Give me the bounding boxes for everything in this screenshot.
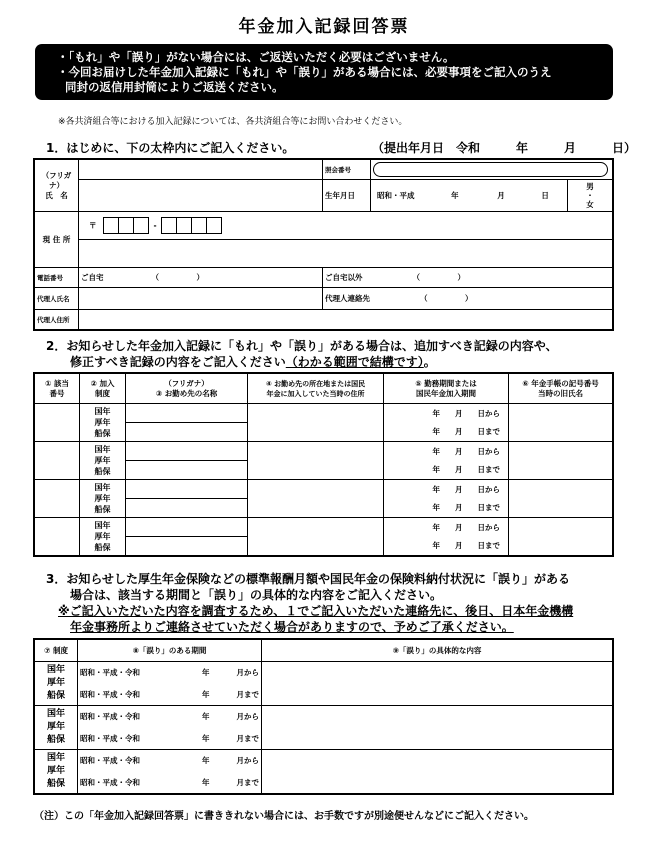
section2-heading-2 xyxy=(70,353,436,370)
system-kounen[interactable]: 厚年 xyxy=(94,456,111,465)
system3-kounen[interactable]: 厚年 xyxy=(46,722,65,732)
agent-contact-paren: （ ） xyxy=(420,294,473,303)
period-to[interactable]: 年 月 日まで xyxy=(384,461,509,480)
era-label: 昭和・平成 xyxy=(377,191,415,200)
employer-address-field[interactable] xyxy=(248,518,384,556)
month-from[interactable]: 月から xyxy=(212,706,262,728)
system-cell[interactable] xyxy=(80,480,126,518)
year3-from[interactable]: 年 xyxy=(156,750,212,772)
system-cell[interactable] xyxy=(80,518,126,556)
section2-heading-2c: 。 xyxy=(423,355,436,369)
section3-row xyxy=(35,662,613,684)
month-to[interactable]: 月まで xyxy=(212,772,262,794)
col-period-header: ⑤ 勤務期間または 国民年金加入期間 xyxy=(384,374,509,404)
system3-senpo[interactable]: 船保 xyxy=(46,779,65,789)
period-to[interactable]: 年 月 日まで xyxy=(384,537,509,556)
era3-to[interactable]: 昭和・平成・令和 xyxy=(78,684,156,706)
notice-line-1: ・「もれ」や「誤り」がない場合には、ご返送いただく必要はございません。 xyxy=(57,50,455,64)
era3-to[interactable]: 昭和・平成・令和 xyxy=(78,728,156,750)
gender-male[interactable]: 男 xyxy=(586,182,594,191)
gender-dot: ・ xyxy=(586,191,594,200)
agent-name-label: 代理人氏名 xyxy=(35,288,79,310)
address-field[interactable] xyxy=(79,240,613,268)
furigana-label: （フリガナ） xyxy=(41,170,72,190)
agent-name-field[interactable] xyxy=(79,288,323,310)
system-kounen[interactable]: 厚年 xyxy=(94,532,111,541)
era3-to[interactable]: 昭和・平成・令和 xyxy=(78,772,156,794)
section2-row xyxy=(35,404,613,423)
employer-name-field[interactable] xyxy=(126,461,248,480)
era3-from[interactable]: 昭和・平成・令和 xyxy=(78,750,156,772)
birth-month-label: 月 xyxy=(497,191,505,200)
error-detail-field[interactable] xyxy=(262,750,613,794)
number-field[interactable] xyxy=(35,518,80,556)
col-error-period-header: ⑧「誤り」のある期間 xyxy=(78,640,262,662)
employer-address-field[interactable] xyxy=(248,404,384,442)
name-label-cell xyxy=(35,160,79,212)
gender-female[interactable]: 女 xyxy=(586,200,594,209)
system3-kounen[interactable]: 厚年 xyxy=(46,678,65,688)
section1-heading: 1．はじめに、下の太枠内にご記入ください。 xyxy=(46,141,295,155)
system3-kokunen[interactable]: 国年 xyxy=(46,753,65,763)
kyosai-note: ※各共済組合等における加入記録については、各共済組合等にお問い合わせください。 xyxy=(58,117,408,127)
notice-line-3: 同封の返信用封筒によりご返送ください。 xyxy=(65,80,284,94)
section1-table xyxy=(34,159,613,330)
system3-cell[interactable] xyxy=(35,750,78,794)
home-paren: （ ） xyxy=(151,273,204,282)
inquiry-no-field[interactable] xyxy=(371,160,613,180)
period-to[interactable]: 年 月 日まで xyxy=(384,499,509,518)
system-cell[interactable] xyxy=(80,442,126,480)
system-senpo[interactable]: 船保 xyxy=(94,505,111,514)
notice-box xyxy=(35,44,613,100)
section2-row xyxy=(35,518,613,537)
section3-heading-3: ※ご記入いただいた内容を調査するため、１でご記入いただいた連絡先に、後日、日本年金機構 xyxy=(58,604,574,618)
birthdate-field[interactable] xyxy=(371,180,568,212)
home-phone-field[interactable] xyxy=(79,268,323,288)
agent-address-label: 代理人住所 xyxy=(35,310,79,330)
system-kokunen[interactable]: 国年 xyxy=(94,445,111,454)
system-kokunen[interactable]: 国年 xyxy=(94,521,111,530)
period-from[interactable]: 年 月 日から xyxy=(384,518,509,537)
section2-heading-2b: （わかる範囲で結構です） xyxy=(285,355,424,369)
number-field[interactable] xyxy=(35,442,80,480)
other-paren: （ ） xyxy=(412,273,465,282)
month-to[interactable]: 月まで xyxy=(212,728,262,750)
number-field[interactable] xyxy=(35,404,80,442)
notebook-field[interactable] xyxy=(509,404,613,442)
section3-row xyxy=(35,750,613,772)
agent-contact-label: 代理人連絡先 xyxy=(325,294,370,303)
system-kounen[interactable]: 厚年 xyxy=(94,418,111,427)
section2-row xyxy=(35,480,613,499)
footer-note: （注）この「年金加入記録回答票」に書ききれない場合には、お手数ですが別途便せんなどにご記入ください。 xyxy=(34,811,534,822)
error-detail-field[interactable] xyxy=(262,706,613,750)
system-senpo[interactable]: 船保 xyxy=(94,429,111,438)
period-from[interactable]: 年 月 日から xyxy=(384,404,509,423)
employer-furigana-field[interactable] xyxy=(126,518,248,537)
section2-header-row xyxy=(35,374,613,404)
section3-heading-4: 年金事務所よりご連絡させていただく場合がありますので、予めご了承ください。 xyxy=(70,620,514,634)
year3-to[interactable]: 年 xyxy=(156,684,212,706)
col-address-header: ④ お勤め先の所在地または国民 年金に加入していた当時の住所 xyxy=(248,374,384,404)
system-kounen[interactable]: 厚年 xyxy=(94,494,111,503)
home-label: ご自宅 xyxy=(81,273,104,282)
period-from[interactable]: 年 月 日から xyxy=(384,442,509,461)
employer-address-field[interactable] xyxy=(248,442,384,480)
year3-from[interactable]: 年 xyxy=(156,662,212,684)
error-detail-field[interactable] xyxy=(262,662,613,706)
address-label: 現 住 所 xyxy=(35,212,79,268)
employer-name-field[interactable] xyxy=(126,537,248,556)
section2-table xyxy=(34,373,613,556)
employer-name-field[interactable] xyxy=(126,423,248,442)
year3-to[interactable]: 年 xyxy=(156,772,212,794)
other-than-home-label: ご自宅以外 xyxy=(325,273,363,282)
section2-row xyxy=(35,442,613,461)
section2-heading-1: 2．お知らせした年金加入記録に「もれ」や「誤り」がある場合は、追加すべき記録の内容や、 xyxy=(46,339,558,353)
birthdate-label: 生年月日 xyxy=(323,180,371,212)
system3-senpo[interactable]: 船保 xyxy=(46,735,65,745)
system-senpo[interactable]: 船保 xyxy=(94,543,111,552)
agent-contact-field[interactable] xyxy=(323,288,613,310)
era3-from[interactable]: 昭和・平成・令和 xyxy=(78,662,156,684)
section3-heading-2: 場合は、該当する期間と「誤り」の具体的な内容をご記入ください。 xyxy=(70,588,443,602)
section3-row xyxy=(35,706,613,728)
notebook-field[interactable] xyxy=(509,480,613,518)
year3-to[interactable]: 年 xyxy=(156,728,212,750)
period-to[interactable]: 年 月 日まで xyxy=(384,423,509,442)
form-title: 年金加入記録回答票 xyxy=(238,17,410,37)
col-system-header: ② 加入 制度 xyxy=(80,374,126,404)
employer-address-field[interactable] xyxy=(248,480,384,518)
system-kokunen[interactable]: 国年 xyxy=(94,407,111,416)
system3-kokunen[interactable]: 国年 xyxy=(46,709,65,719)
notebook-field[interactable] xyxy=(509,442,613,480)
other-phone-field[interactable] xyxy=(323,268,613,288)
agent-address-field[interactable] xyxy=(79,310,613,330)
section3-header-row xyxy=(35,640,613,662)
phone-label: 電話番号 xyxy=(35,268,79,288)
period-from[interactable]: 年 月 日から xyxy=(384,480,509,499)
notebook-field[interactable] xyxy=(509,518,613,556)
notice-line-2: ・今回お届けした年金加入記録に「もれ」や「誤り」がある場合には、必要事項をご記入のうえ xyxy=(57,65,552,79)
col-system3-header: ⑦ 制度 xyxy=(35,640,78,662)
furigana-field[interactable] xyxy=(79,160,323,180)
section2-heading-2a: 修正すべき記録の内容をご記入ください xyxy=(70,355,286,369)
employer-furigana-field[interactable] xyxy=(126,404,248,423)
month-from[interactable]: 月から xyxy=(212,662,262,684)
postal-code-field[interactable]: 〒 - xyxy=(79,212,613,240)
col-notebook-header: ⑥ 年金手帳の記号番号 当時の旧氏名 xyxy=(509,374,613,404)
system3-cell[interactable] xyxy=(35,706,78,750)
birth-year-label: 年 xyxy=(451,191,459,200)
inquiry-no-label: 照会番号 xyxy=(323,160,371,180)
submit-date: （提出年月日 令和 年 月 日） xyxy=(372,141,637,155)
birth-day-label: 日 xyxy=(541,191,549,200)
section3-table xyxy=(34,639,613,794)
month-to[interactable]: 月まで xyxy=(212,684,262,706)
system3-kokunen[interactable]: 国年 xyxy=(46,665,65,675)
gender-field[interactable] xyxy=(568,180,613,212)
system-senpo[interactable]: 船保 xyxy=(94,467,111,476)
col-error-detail-header: ⑨「誤り」の具体的な内容 xyxy=(262,640,613,662)
col-number-header: ① 該当 番号 xyxy=(35,374,80,404)
name-label: 氏 名 xyxy=(45,190,68,200)
system3-senpo[interactable]: 船保 xyxy=(46,691,65,701)
system-kokunen[interactable]: 国年 xyxy=(94,483,111,492)
number-field[interactable] xyxy=(35,480,80,518)
employer-name-field[interactable] xyxy=(126,499,248,518)
system3-kounen[interactable]: 厚年 xyxy=(46,766,65,776)
col-employer-header: （フリガナ） ③ お勤め先の名称 xyxy=(126,374,248,404)
system-cell[interactable] xyxy=(80,404,126,442)
employer-furigana-field[interactable] xyxy=(126,442,248,461)
system3-cell[interactable] xyxy=(35,662,78,706)
year3-from[interactable]: 年 xyxy=(156,706,212,728)
month-from[interactable]: 月から xyxy=(212,750,262,772)
postal-mark: 〒 xyxy=(89,220,97,230)
employer-furigana-field[interactable] xyxy=(126,480,248,499)
era3-from[interactable]: 昭和・平成・令和 xyxy=(78,706,156,728)
name-field[interactable] xyxy=(79,180,323,212)
section3-heading-1: 3．お知らせした厚生年金保険などの標準報酬月額や国民年金の保険料納付状況に「誤り」がある xyxy=(46,572,570,586)
